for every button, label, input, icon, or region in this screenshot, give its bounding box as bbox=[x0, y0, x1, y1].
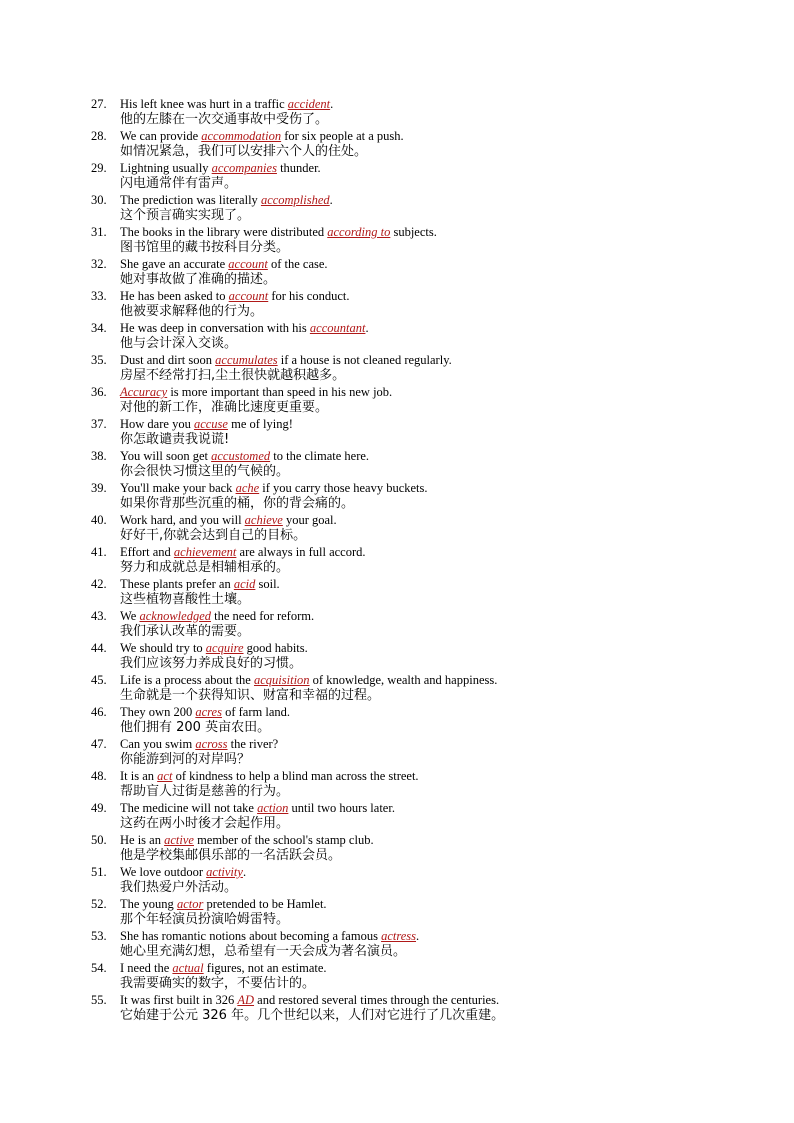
sentence-text-before: She has romantic notions about becoming a famous bbox=[120, 929, 382, 943]
chinese-translation: 如情况紧急，我们可以安排六个人的住处。 bbox=[120, 144, 368, 159]
english-sentence bbox=[120, 224, 437, 240]
chinese-translation: 努力和成就总是相辅相承的。 bbox=[120, 560, 290, 575]
sentence-text-after: . bbox=[330, 97, 334, 111]
english-sentence bbox=[120, 960, 327, 976]
entry-number: 47. bbox=[91, 737, 107, 751]
keyword: account bbox=[228, 289, 269, 303]
keyword: AD bbox=[237, 993, 255, 1007]
sentence-text-after: until two hours later. bbox=[288, 801, 395, 815]
sentence-text-after: . bbox=[329, 193, 333, 207]
vocab-entry bbox=[0, 512, 794, 544]
entry-number: 41. bbox=[91, 545, 107, 559]
vocab-entry bbox=[0, 608, 794, 640]
keyword: acquire bbox=[205, 641, 244, 655]
sentence-text-after: me of lying! bbox=[227, 417, 293, 431]
sentence-text-before: We love outdoor bbox=[120, 865, 207, 879]
sentence-text-before: You'll make your back bbox=[120, 481, 236, 495]
sentence-text-after: soil. bbox=[255, 577, 280, 591]
chinese-translation: 我们热爱户外活动。 bbox=[120, 880, 238, 895]
vocab-entry bbox=[0, 288, 794, 320]
sentence-text-after: the river? bbox=[227, 737, 279, 751]
english-sentence bbox=[120, 416, 293, 432]
keyword: acquisition bbox=[253, 673, 310, 687]
english-sentence bbox=[120, 320, 369, 336]
chinese-translation: 好好干,你就会达到自己的目标。 bbox=[120, 528, 307, 543]
vocab-entry bbox=[0, 960, 794, 992]
vocab-entry bbox=[0, 192, 794, 224]
vocab-entry bbox=[0, 736, 794, 768]
chinese-translation: 他被要求解释他的行为。 bbox=[120, 304, 264, 319]
chinese-translation: 对他的新工作，准确比速度更重要。 bbox=[120, 400, 329, 415]
keyword: Accuracy bbox=[120, 385, 168, 399]
sentence-text-before: The books in the library were distributed bbox=[120, 225, 328, 239]
chinese-translation: 生命就是一个获得知识、财富和幸福的过程。 bbox=[120, 688, 381, 703]
chinese-translation: 她对事故做了准确的描述。 bbox=[120, 272, 277, 287]
entry-number: 32. bbox=[91, 257, 107, 271]
sentence-text-before: How dare you bbox=[120, 417, 194, 431]
sentence-text-after: the need for reform. bbox=[211, 609, 315, 623]
keyword: accomplished bbox=[260, 193, 330, 207]
keyword: actress bbox=[381, 929, 417, 943]
entry-number: 44. bbox=[91, 641, 107, 655]
chinese-translation: 你会很快习惯这里的气候的。 bbox=[120, 464, 290, 479]
chinese-translation: 房屋不经常打扫,尘土很快就越积越多。 bbox=[120, 368, 346, 383]
entry-number: 28. bbox=[91, 129, 107, 143]
chinese-translation: 如果你背那些沉重的桶，你的背会痛的。 bbox=[120, 496, 355, 511]
english-sentence bbox=[120, 96, 333, 112]
keyword: achieve bbox=[244, 513, 283, 527]
english-sentence bbox=[120, 992, 499, 1008]
vocab-entry bbox=[0, 832, 794, 864]
sentence-text-after: of the case. bbox=[267, 257, 328, 271]
english-sentence bbox=[120, 672, 497, 688]
english-sentence bbox=[120, 576, 280, 592]
vocab-entry bbox=[0, 160, 794, 192]
sentence-text-after: if you carry those heavy buckets. bbox=[259, 481, 428, 495]
chinese-translation: 他的左膝在一次交通事故中受伤了。 bbox=[120, 112, 329, 127]
sentence-text-before: We can provide bbox=[120, 129, 202, 143]
keyword: activity bbox=[206, 865, 243, 879]
entry-number: 37. bbox=[91, 417, 107, 431]
entry-number: 36. bbox=[91, 385, 107, 399]
sentence-text-before: He was deep in conversation with his bbox=[120, 321, 310, 335]
english-sentence bbox=[120, 704, 290, 720]
vocab-entry bbox=[0, 928, 794, 960]
sentence-text-after: for his conduct. bbox=[268, 289, 350, 303]
english-sentence bbox=[120, 384, 392, 400]
vocab-entry bbox=[0, 224, 794, 256]
english-sentence bbox=[120, 864, 246, 880]
vocab-entry bbox=[0, 640, 794, 672]
english-sentence bbox=[120, 640, 308, 656]
keyword: achievement bbox=[173, 545, 237, 559]
sentence-text-before: Dust and dirt soon bbox=[120, 353, 216, 367]
sentence-text-before: Lightning usually bbox=[120, 161, 212, 175]
keyword: accident bbox=[287, 97, 331, 111]
entry-number: 50. bbox=[91, 833, 107, 847]
vocab-entry bbox=[0, 768, 794, 800]
english-sentence bbox=[120, 736, 278, 752]
keyword: accountant bbox=[309, 321, 366, 335]
keyword: according to bbox=[327, 225, 391, 239]
chinese-translation: 她心里充满幻想，总希望有一天会成为著名演员。 bbox=[120, 944, 407, 959]
english-sentence bbox=[120, 800, 395, 816]
sentence-text-after: pretended to be Hamlet. bbox=[203, 897, 327, 911]
sentence-text-after: of farm land. bbox=[221, 705, 290, 719]
vocab-entry bbox=[0, 992, 794, 1024]
chinese-translation: 我需要确实的数字，不要估计的。 bbox=[120, 976, 316, 991]
sentence-text-before: The prediction was literally bbox=[120, 193, 261, 207]
english-sentence bbox=[120, 480, 428, 496]
chinese-translation: 我们应该努力养成良好的习惯。 bbox=[120, 656, 303, 671]
chinese-translation: 它始建于公元 326 年。几个世纪以来，人们对它进行了几次重建。 bbox=[120, 1008, 505, 1023]
english-sentence bbox=[120, 608, 314, 624]
keyword: active bbox=[164, 833, 194, 847]
sentence-text-before: We bbox=[120, 609, 140, 623]
entry-number: 38. bbox=[91, 449, 107, 463]
sentence-text-after: . bbox=[242, 865, 247, 879]
english-sentence bbox=[120, 256, 328, 272]
chinese-translation: 我们承认改革的需要。 bbox=[120, 624, 251, 639]
entry-number: 43. bbox=[91, 609, 107, 623]
chinese-translation: 帮助盲人过街是慈善的行为。 bbox=[120, 784, 290, 799]
vocab-entry bbox=[0, 704, 794, 736]
vocab-entry bbox=[0, 672, 794, 704]
sentence-text-before: We should try to bbox=[120, 641, 206, 655]
vocabulary-list bbox=[0, 96, 794, 1024]
keyword: accustomed bbox=[211, 449, 271, 463]
keyword: acid bbox=[233, 577, 256, 591]
sentence-text-after: thunder. bbox=[276, 161, 321, 175]
keyword: accuse bbox=[193, 417, 228, 431]
entry-number: 30. bbox=[91, 193, 107, 207]
sentence-text-before: Effort and bbox=[120, 545, 174, 559]
english-sentence bbox=[120, 896, 327, 912]
keyword: action bbox=[257, 801, 289, 815]
chinese-translation: 闪电通常伴有雷声。 bbox=[120, 176, 238, 191]
chinese-translation: 你能游到河的对岸吗？ bbox=[120, 752, 251, 767]
chinese-translation: 图书馆里的藏书按科目分类。 bbox=[120, 240, 290, 255]
keyword: ache bbox=[235, 481, 260, 495]
chinese-translation: 这个预言确实实现了。 bbox=[120, 208, 251, 223]
keyword: accumulates bbox=[215, 353, 278, 367]
entry-number: 35. bbox=[91, 353, 107, 367]
entry-number: 52. bbox=[91, 897, 107, 911]
chinese-translation: 那个年轻演员扮演哈姆雷特。 bbox=[120, 912, 290, 927]
entry-number: 45. bbox=[91, 673, 107, 687]
keyword: actor bbox=[176, 897, 204, 911]
sentence-text-before: These plants prefer an bbox=[120, 577, 234, 591]
sentence-text-before: It was first built in 326 bbox=[120, 993, 238, 1007]
vocab-entry bbox=[0, 256, 794, 288]
entry-number: 27. bbox=[91, 97, 107, 111]
keyword: acknowledged bbox=[139, 609, 211, 623]
vocab-entry bbox=[0, 800, 794, 832]
sentence-text-before: They own 200 bbox=[120, 705, 196, 719]
entry-number: 31. bbox=[91, 225, 107, 239]
vocab-entry bbox=[0, 896, 794, 928]
entry-number: 54. bbox=[91, 961, 107, 975]
vocab-entry bbox=[0, 96, 794, 128]
english-sentence bbox=[120, 928, 419, 944]
sentence-text-after: for six people at a push. bbox=[281, 129, 404, 143]
sentence-text-after: subjects. bbox=[390, 225, 437, 239]
sentence-text-after: . bbox=[416, 929, 420, 943]
keyword: accommodation bbox=[201, 129, 282, 143]
vocab-entry bbox=[0, 544, 794, 576]
english-sentence bbox=[120, 512, 337, 528]
vocab-entry bbox=[0, 128, 794, 160]
sentence-text-after: figures, not an estimate. bbox=[203, 961, 327, 975]
chinese-translation: 他是学校集邮俱乐部的一名活跃会员。 bbox=[120, 848, 342, 863]
keyword: acres bbox=[195, 705, 222, 719]
keyword: actual bbox=[172, 961, 204, 975]
sentence-text-before: I need the bbox=[120, 961, 173, 975]
sentence-text-before: Work hard, and you will bbox=[120, 513, 245, 527]
sentence-text-before: You will soon get bbox=[120, 449, 212, 463]
vocab-entry bbox=[0, 576, 794, 608]
english-sentence bbox=[120, 288, 349, 304]
entry-number: 46. bbox=[91, 705, 107, 719]
entry-number: 51. bbox=[91, 865, 107, 879]
vocab-entry bbox=[0, 384, 794, 416]
entry-number: 55. bbox=[91, 993, 107, 1007]
sentence-text-after: are always in full accord. bbox=[236, 545, 366, 559]
vocab-entry bbox=[0, 448, 794, 480]
sentence-text-before: The young bbox=[120, 897, 177, 911]
entry-number: 39. bbox=[91, 481, 107, 495]
chinese-translation: 这些植物喜酸性土壤。 bbox=[120, 592, 251, 607]
english-sentence bbox=[120, 544, 366, 560]
entry-number: 53. bbox=[91, 929, 107, 943]
entry-number: 33. bbox=[91, 289, 107, 303]
sentence-text-before: He has been asked to bbox=[120, 289, 229, 303]
vocab-entry bbox=[0, 480, 794, 512]
sentence-text-before: Life is a process about the bbox=[120, 673, 254, 687]
english-sentence bbox=[120, 832, 374, 848]
entry-number: 29. bbox=[91, 161, 107, 175]
sentence-text-after: good habits. bbox=[243, 641, 308, 655]
sentence-text-after: of kindness to help a blind man across the street. bbox=[172, 769, 419, 783]
sentence-text-after: . bbox=[365, 321, 369, 335]
keyword: act bbox=[157, 769, 173, 783]
entry-number: 40. bbox=[91, 513, 107, 527]
entry-number: 34. bbox=[91, 321, 107, 335]
sentence-text-before: The medicine will not take bbox=[120, 801, 258, 815]
sentence-text-before: His left knee was hurt in a traffic bbox=[120, 97, 288, 111]
sentence-text-after: of knowledge, wealth and happiness. bbox=[309, 673, 498, 687]
sentence-text-after: to the climate here. bbox=[270, 449, 370, 463]
chinese-translation: 你怎敢谴责我说谎! bbox=[120, 432, 230, 447]
chinese-translation: 他们拥有 200 英亩农田。 bbox=[120, 720, 271, 735]
vocab-entry bbox=[0, 864, 794, 896]
english-sentence bbox=[120, 448, 369, 464]
vocab-entry bbox=[0, 320, 794, 352]
vocab-entry bbox=[0, 416, 794, 448]
entry-number: 42. bbox=[91, 577, 107, 591]
sentence-text-before: He is an bbox=[120, 833, 165, 847]
english-sentence bbox=[120, 768, 419, 784]
sentence-text-after: your goal. bbox=[282, 513, 337, 527]
entry-number: 49. bbox=[91, 801, 107, 815]
keyword: account bbox=[228, 257, 268, 271]
vocab-entry bbox=[0, 352, 794, 384]
keyword: across bbox=[195, 737, 228, 751]
sentence-text-after: if a house is not cleaned regularly. bbox=[277, 353, 452, 367]
sentence-text-before: She gave an accurate bbox=[120, 257, 229, 271]
keyword: accompanies bbox=[211, 161, 277, 175]
english-sentence bbox=[120, 192, 333, 208]
sentence-text-after: and restored several times through the centuries. bbox=[254, 993, 500, 1007]
sentence-text-after: member of the school's stamp club. bbox=[193, 833, 374, 847]
sentence-text-before: Can you swim bbox=[120, 737, 196, 751]
sentence-text-before: It is an bbox=[120, 769, 158, 783]
chinese-translation: 他与会计深入交谈。 bbox=[120, 336, 238, 351]
chinese-translation: 这药在两小时後才会起作用。 bbox=[120, 816, 290, 831]
english-sentence bbox=[120, 352, 452, 368]
entry-number: 48. bbox=[91, 769, 107, 783]
english-sentence bbox=[120, 128, 404, 144]
sentence-text-after: is more important than speed in his new job. bbox=[167, 385, 393, 399]
english-sentence bbox=[120, 160, 321, 176]
